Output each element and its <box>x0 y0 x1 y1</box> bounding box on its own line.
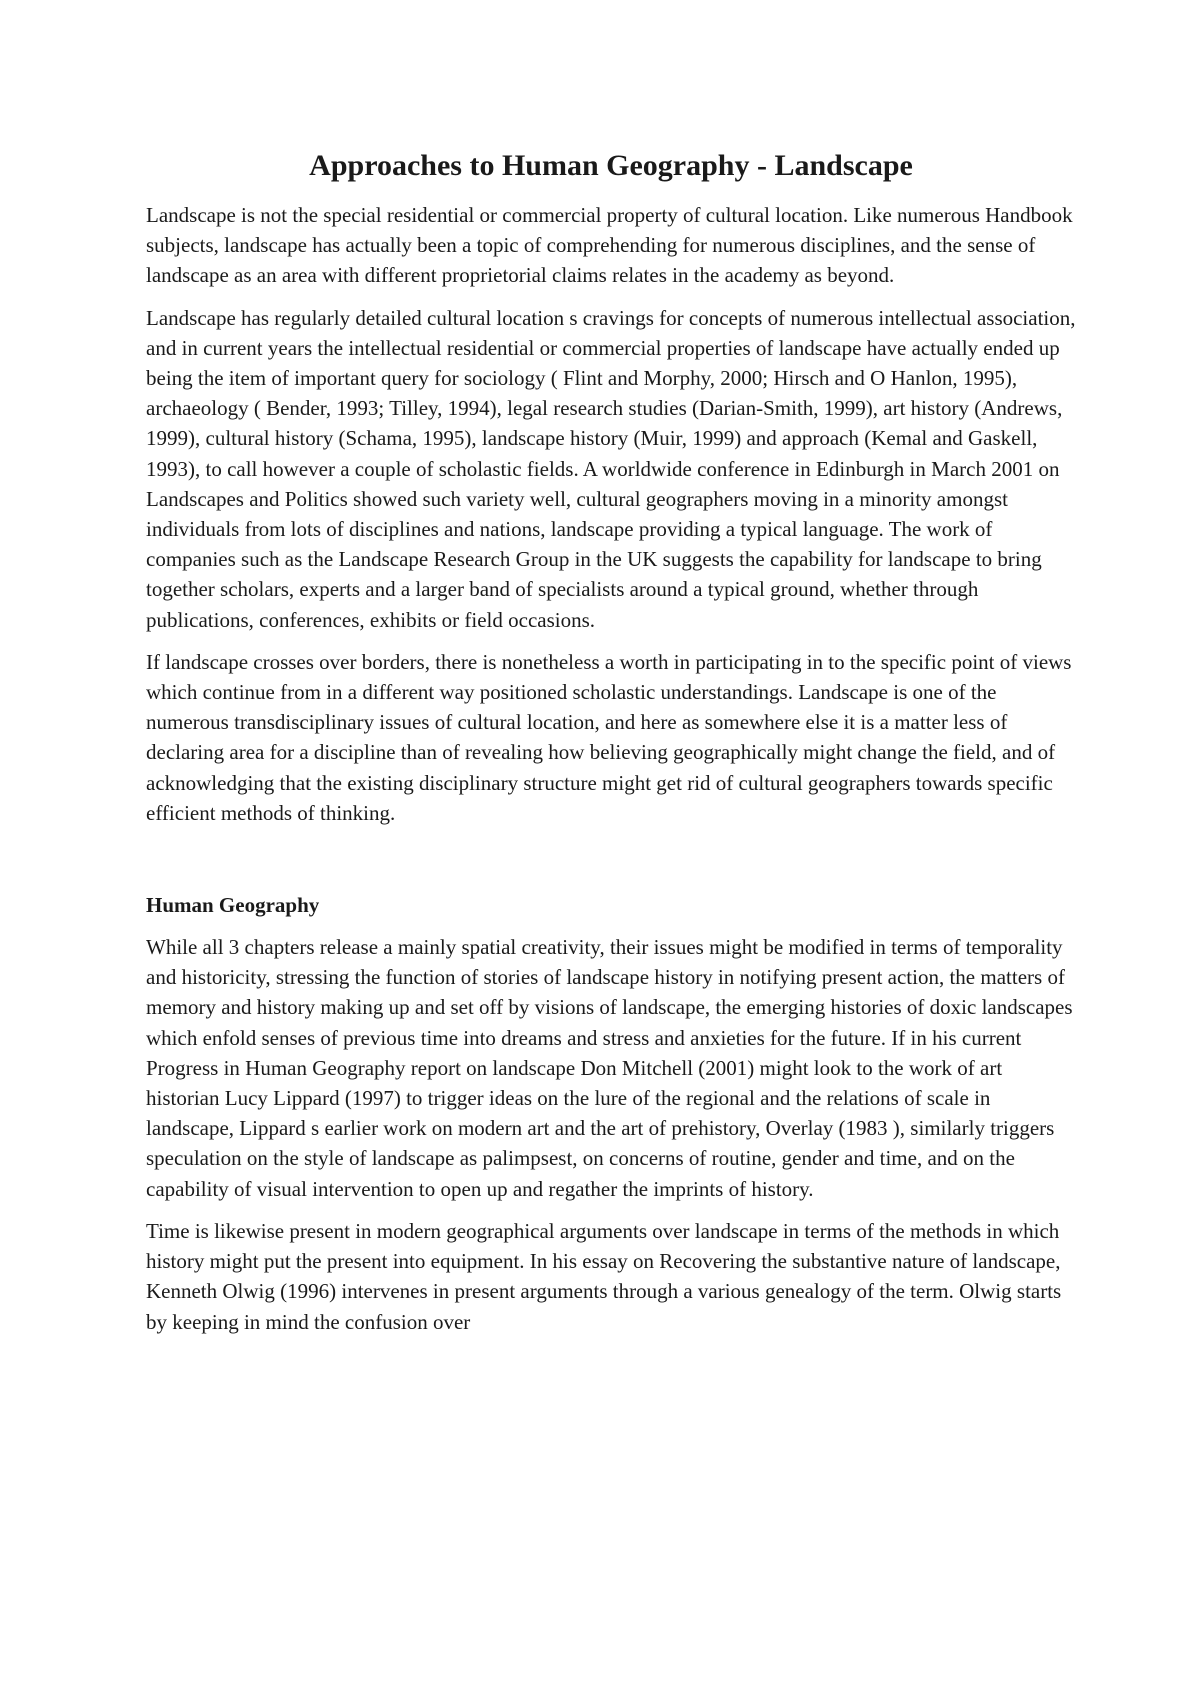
body-paragraph-1: Landscape is not the special residential or commercial property of cultural location. Like numerous Handbook subjects, landscape has actually been a topic of comprehending for numerous disciplines, and the sense of landscape as an area with different proprietorial claims relates in the academy as beyond. <box>146 203 1073 288</box>
document-page <box>146 0 1076 1337</box>
body-paragraph-3: If landscape crosses over borders, there is nonetheless a worth in participating in to the specific point of views which continue from in a different way positioned scholastic understandings. Landscape is one of the numerous transdisciplinary issues of cultural location, and here as somewhere else it is a matter less of declaring area for a discipline than of revealing how believing geographically might change the field, and of acknowledging that the existing disciplinary structure might get rid of cultural geographers towards specific efficient methods of thinking. <box>146 649 1072 825</box>
section-paragraph-2: Time is likewise present in modern geographical arguments over landscape in terms of the methods in which history might put the present into equipment. In his essay on Recovering the substantive nature of landscape, Kenneth Olwig (1996) intervenes in present arguments through a various genealogy of the term. Olwig starts by keeping in mind the confusion over <box>146 1218 1062 1334</box>
body-paragraph-2: Landscape has regularly detailed cultural location s cravings for concepts of numerous intellectual association, and in current years the intellectual residential or commercial properties of landscape have actually ended up being the item of important query for sociology ( Flint and Morphy, 2000; Hirsch and O Hanlon, 1995), archaeology ( Bender, 1993; Tilley, 1994), legal research studies (Darian-Smith, 1999), art history (Andrews, 1999), cultural history (Schama, 1995), landscape history (Muir, 1999) and approach (Kemal and Gaskell, 1993), to call however a couple of scholastic fields. A worldwide conference in Edinburgh in March 2001 on Landscapes and Politics showed such variety well, cultural geographers moving in a minority amongst individuals from lots of disciplines and nations, landscape providing a typical language. The work of companies such as the Landscape Research Group in the UK suggests the capability for landscape to bring together scholars, experts and a larger band of specialists around a typical ground, whether through publications, conferences, exhibits or field occasions. <box>146 305 1076 632</box>
page-title: Approaches to Human Geography - Landscape <box>309 149 913 182</box>
section-heading: Human Geography <box>146 893 320 918</box>
section-paragraph-1: While all 3 chapters release a mainly spatial creativity, their issues might be modified in terms of temporality and historicity, stressing the function of stories of landscape history in notifying present action, the matters of memory and history making up and set off by visions of landscape, the emerging histories of doxic landscapes which enfold senses of previous time into dreams and stress and anxieties for the future. If in his current Progress in Human Geography report on landscape Don Mitchell (2001) might look to the work of art historian Lucy Lippard (1997) to trigger ideas on the lure of the regional and the relations of scale in landscape, Lippard s earlier work on modern art and the art of prehistory, Overlay (1983 ), similarly triggers speculation on the style of landscape as palimpsest, on concerns of routine, gender and time, and on the capability of visual intervention to open up and regather the imprints of history. <box>146 935 1073 1201</box>
